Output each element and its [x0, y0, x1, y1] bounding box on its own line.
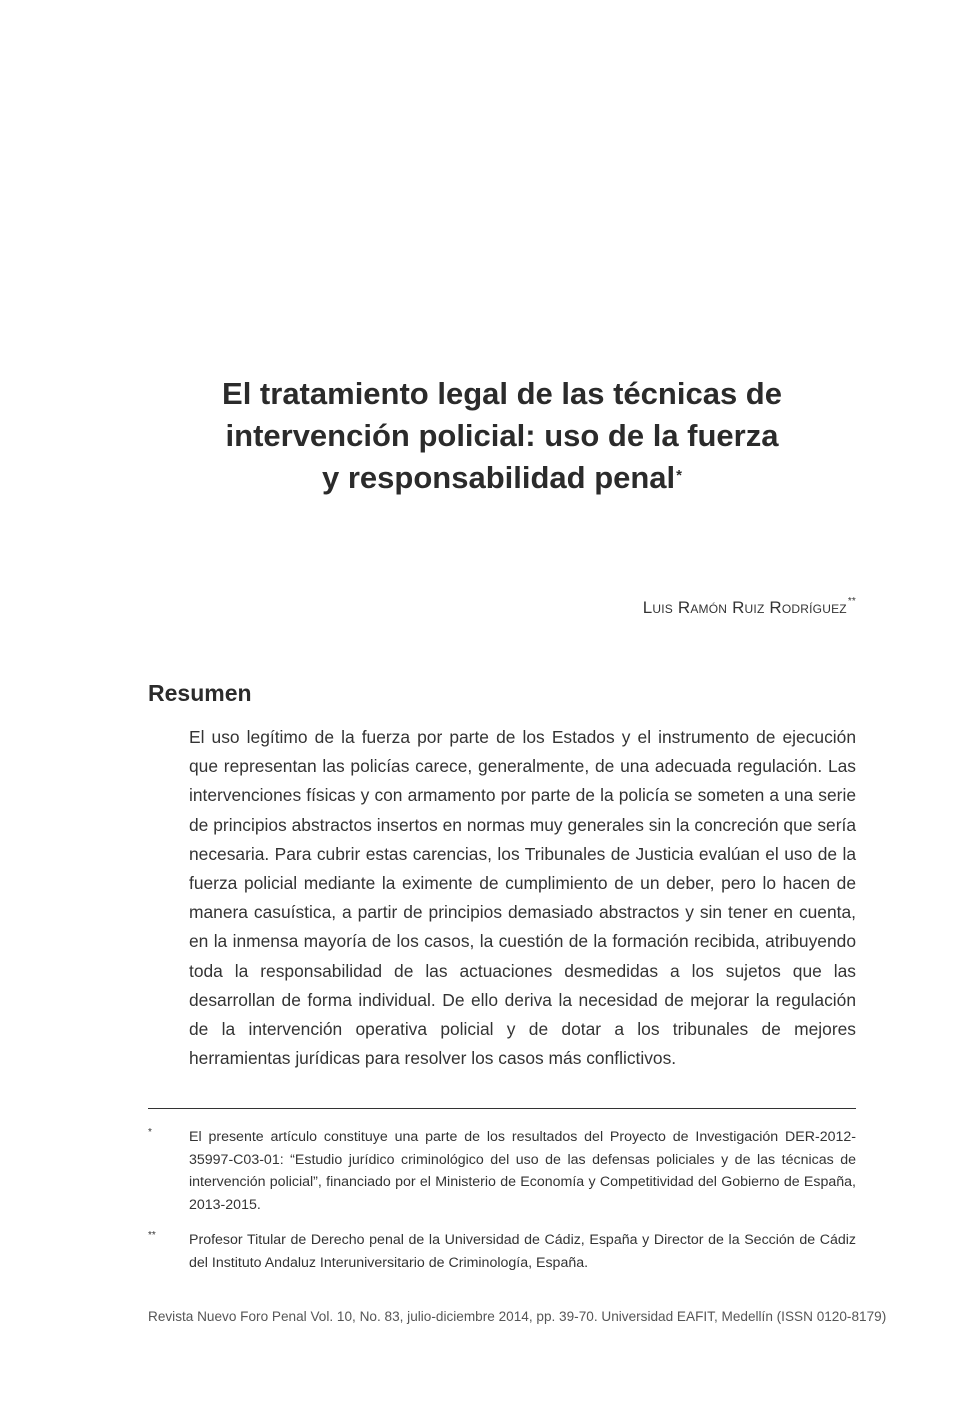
footnote-2 [148, 1229, 856, 1274]
title-footnote-marker[interactable]: * [676, 466, 682, 484]
footnote-divider [148, 1108, 856, 1109]
title-line-3 [148, 457, 856, 499]
title-line-3-text: y responsabilidad penal [322, 459, 676, 495]
author-footnote-marker[interactable]: ** [847, 596, 856, 607]
abstract-text: El uso legítimo de la fuerza por parte de los Estados y el instrumento de ejecución que representan las policías carece, generalmente, de una adecuada regulación. Las intervenciones físicas y con armamento por parte de la policía se someten a una serie de principios abstractos insertos en normas muy generales sin la concreción que sería necesaria. Para cubrir estas carencias, los Tribunales de Justicia evalúan el uso de la fuerza policial mediante la eximente de cumplimiento de un deber, pero lo hacen de manera casuística, a partir de principios demasiado abstractos y sin tener en cuenta, en la inmensa mayoría de los casos, la cuestión de la formación recibida, atribuyendo toda la responsabilidad de las actuaciones desmedidas a los sujetos que las desarrollan de forma individual. De ello deriva la necesidad de mejorar la regulación de la intervención operativa policial y de dotar a los tribunales de mejores herramientas jurídicas para resolver los casos más conflictivos. [189, 727, 856, 1069]
abstract-heading: Resumen [148, 680, 252, 706]
title-line-2: intervención policial: uso de la fuerza [225, 417, 779, 453]
footnote-1 [148, 1126, 856, 1216]
article-title [148, 373, 856, 499]
title-line-1: El tratamiento legal de las técnicas de [222, 375, 782, 411]
footnote-1-marker: * [148, 1127, 152, 1138]
footnote-2-marker: ** [148, 1230, 156, 1241]
footnote-2-text: Profesor Titular de Derecho penal de la Universidad de Cádiz, España y Director de la Sección de Cádiz del Instituto Andaluz Interuniversitario de Criminología, España. [189, 1232, 856, 1271]
journal-citation-footer: Revista Nuevo Foro Penal Vol. 10, No. 83, julio-diciembre 2014, pp. 39-70. Universidad EAFIT, Medellín (ISSN 0120-8179) [148, 1309, 887, 1324]
author-name-text: Luis Ramón Ruiz Rodríguez [642, 598, 847, 617]
footnote-1-text: El presente artículo constituye una parte de los resultados del Proyecto de Investigación DER-2012-35997-C03-01: “Estudio jurídico criminológico del uso de las defensas policiales y de las técnicas de intervención policial”, financiado por el Ministerio de Economía y Competitividad del Gobierno de España, 2013-2015. [189, 1129, 856, 1213]
author-name [643, 598, 856, 618]
